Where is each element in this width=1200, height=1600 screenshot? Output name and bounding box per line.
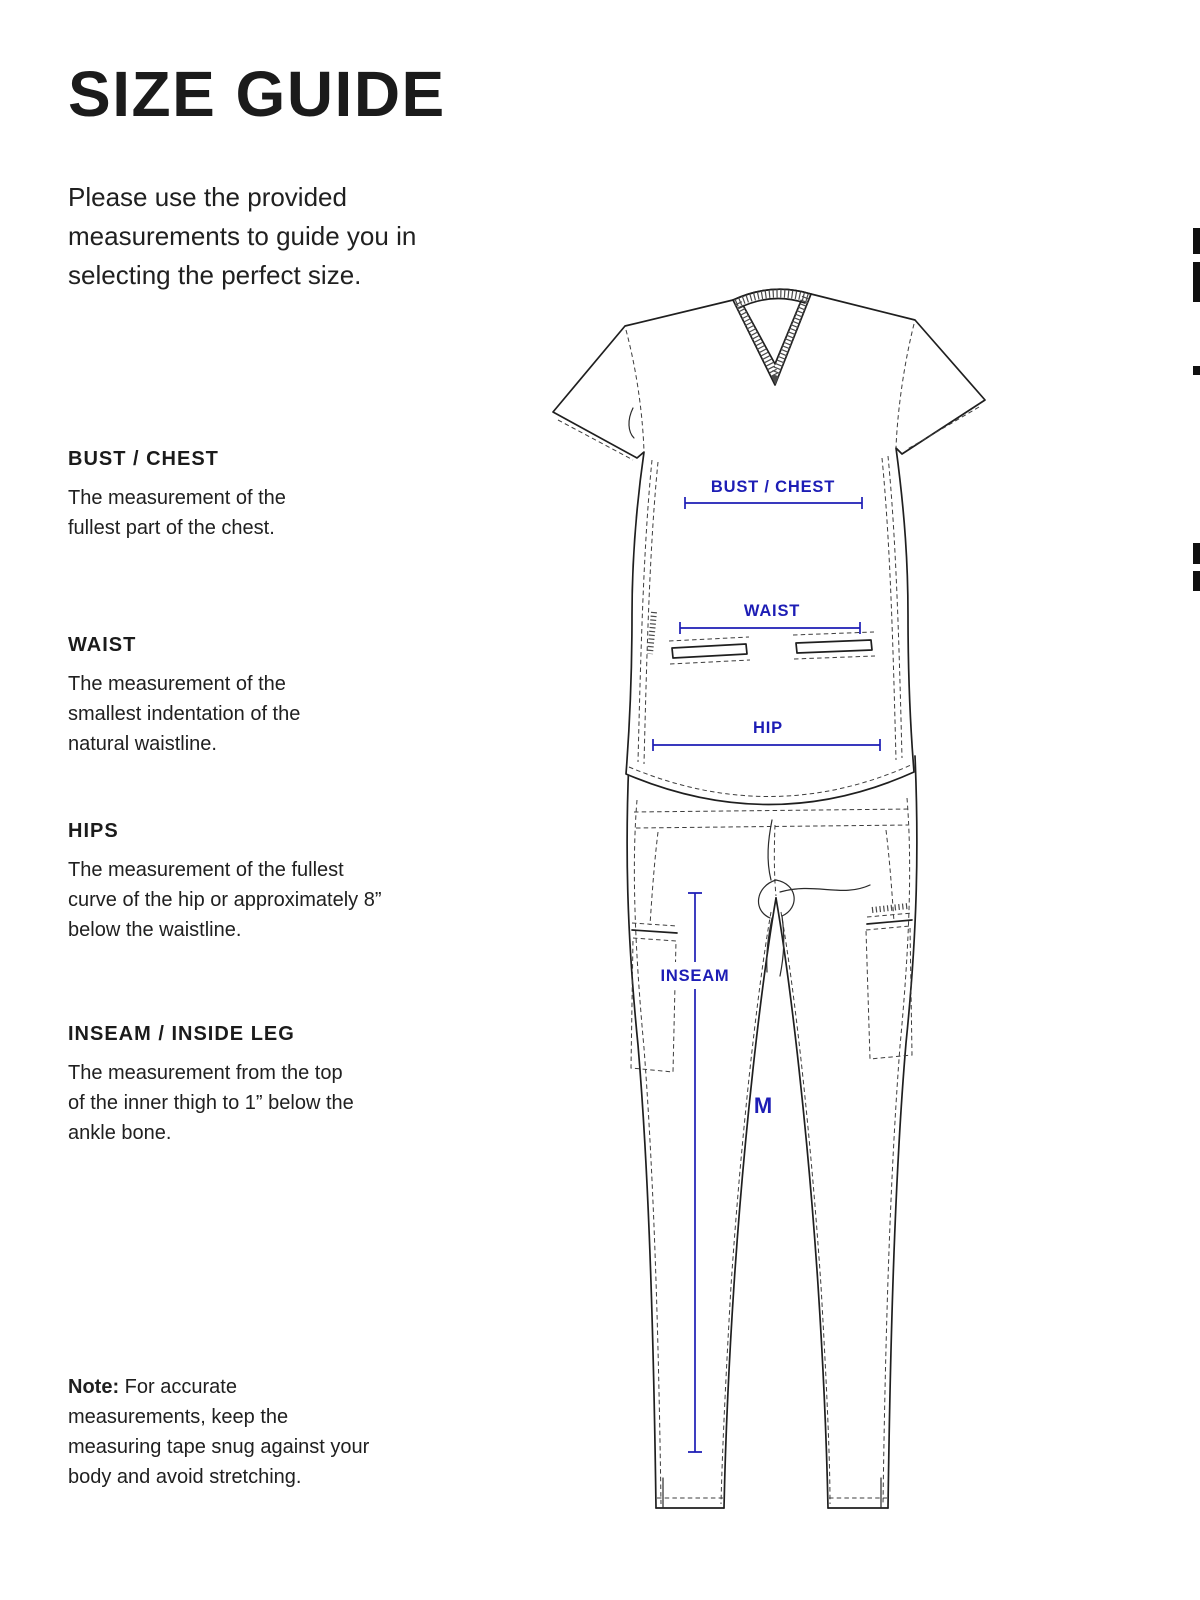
edge-crop-mark	[1193, 228, 1200, 254]
definition-bust-chest	[68, 448, 326, 543]
diagram-size-label: M	[753, 1093, 773, 1118]
definition-body: The measurement from the top of the inner thigh to 1” below the ankle bone.	[68, 1062, 354, 1144]
intro-text: Please use the provided measurements to guide you in selecting the perfect size.	[68, 182, 417, 290]
edge-crop-mark	[1193, 571, 1200, 591]
definition-heading: HIPS	[68, 820, 119, 842]
definition-body: The measurement of the fullest part of the chest.	[68, 487, 286, 539]
edge-crop-mark	[1193, 543, 1200, 564]
note-label: Note:	[68, 1376, 120, 1398]
diagram-label-inseam: INSEAM	[660, 967, 730, 985]
size-diagram	[530, 280, 1000, 1530]
definition-heading: WAIST	[68, 634, 137, 656]
definition-waist	[68, 634, 356, 759]
definition-body: The measurement of the fullest curve of the hip or approximately 8” below the waistline.	[68, 859, 382, 941]
scrubs-illustration	[530, 280, 1000, 1530]
page-title: SIZE GUIDE	[68, 58, 446, 130]
diagram-label-bust: BUST / CHEST	[710, 478, 836, 496]
definition-body: The measurement of the smallest indentation of the natural waistline.	[68, 673, 301, 755]
note-text	[68, 1372, 372, 1492]
edge-crop-mark	[1193, 366, 1200, 375]
definition-inseam	[68, 1023, 360, 1148]
diagram-label-hip: HIP	[753, 719, 783, 737]
diagram-label-waist: WAIST	[743, 602, 801, 620]
definition-hips	[68, 820, 390, 945]
definition-heading: BUST / CHEST	[68, 448, 219, 470]
edge-crop-mark	[1193, 262, 1200, 302]
note-body: For accurate measurements, keep the measuring tape snug against your body and avoid stretching.	[68, 1376, 370, 1488]
scrub-pants-drawing	[627, 756, 917, 1508]
definition-heading: INSEAM / INSIDE LEG	[68, 1023, 295, 1045]
